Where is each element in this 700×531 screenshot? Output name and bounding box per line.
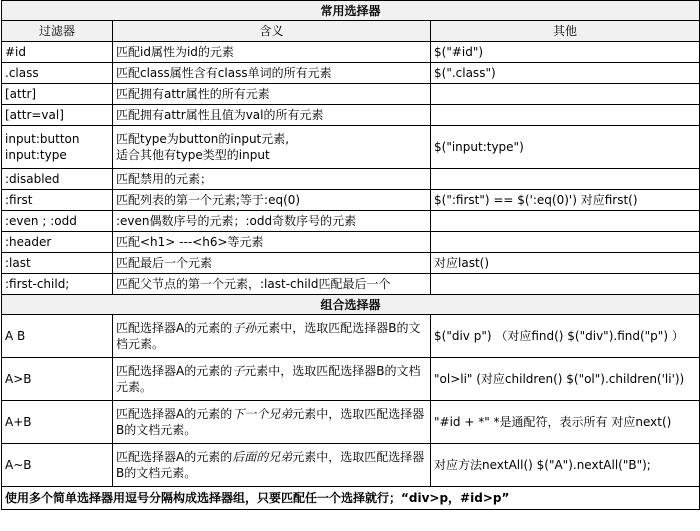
cell-other: [431, 169, 700, 190]
cell-filter: #id: [2, 42, 113, 63]
table-row: [2, 63, 700, 84]
cell-meaning: 匹配拥有attr属性的所有元素: [113, 84, 431, 105]
cell-meaning: 匹配<h1> ---<h6>等元素: [113, 232, 431, 253]
table-row: [2, 169, 700, 190]
meaning-text: 匹配选择器A的元素的: [116, 364, 233, 378]
cell-filter: :first: [2, 190, 113, 211]
meaning-text: 匹配选择器A的元素的: [116, 450, 233, 464]
meaning-text: 匹配选择器A的元素的: [116, 407, 233, 421]
cell-filter: A+B: [2, 401, 113, 444]
cell-filter: A>B: [2, 358, 113, 401]
meaning-emphasis: 子孙: [232, 321, 257, 335]
cell-meaning: 匹配id属性为id的元素: [113, 42, 431, 63]
cell-filter: [attr]: [2, 84, 113, 105]
table-row: [2, 315, 700, 358]
cell-filter: :header: [2, 232, 113, 253]
cell-filter: A~B: [2, 444, 113, 487]
cell-meaning: [113, 401, 431, 444]
table-row: [2, 42, 700, 63]
cell-filter: :even ; :odd: [2, 211, 113, 232]
meaning-emphasis: 下一个兄弟: [232, 407, 293, 421]
filter-line: input:type: [5, 148, 67, 162]
cell-other: $(".class"): [431, 63, 700, 84]
cell-filter: [2, 126, 113, 169]
cell-other: [431, 105, 700, 126]
table-row: [2, 444, 700, 487]
meaning-text: 元素中，选取匹配选择器B的文档元素。: [116, 407, 425, 437]
cell-meaning: 匹配列表的第一个元素;等于:eq(0): [113, 190, 431, 211]
footer-note: 使用多个简单选择器用逗号分隔构成选择器组，只要匹配任一个选择就行；“div>p，#id>p”: [2, 487, 700, 510]
cell-other: $("#id"): [431, 42, 700, 63]
section-title-combo: 组合选择器: [2, 295, 700, 315]
selector-table: [1, 0, 700, 510]
table-row: [2, 84, 700, 105]
table-row: [2, 401, 700, 444]
cell-other: 对应last(): [431, 253, 700, 274]
meaning-emphasis: 后面的兄弟: [232, 450, 293, 464]
cell-other: $("div p") （对应find() $("div").find("p") ）: [431, 315, 700, 358]
cell-other: [431, 84, 700, 105]
cell-meaning: 匹配最后一个元素: [113, 253, 431, 274]
cell-meaning: 匹配class属性含有class单词的所有元素: [113, 63, 431, 84]
meaning-emphasis: 子: [232, 364, 245, 378]
filter-line: input:button: [5, 132, 80, 146]
meaning-text: 匹配选择器A的元素的: [116, 321, 233, 335]
header-meaning: 含义: [113, 21, 431, 42]
cell-other: [431, 232, 700, 253]
cell-other: $("input:type"): [431, 126, 700, 169]
cell-meaning: [113, 358, 431, 401]
section-title-common: 常用选择器: [2, 1, 700, 21]
cell-other: "ol>li" (对应children() $("ol").children('li')): [431, 358, 700, 401]
cell-filter: A B: [2, 315, 113, 358]
table-row: [2, 211, 700, 232]
header-filter: 过滤器: [2, 21, 113, 42]
cell-meaning: 匹配拥有attr属性且值为val的所有元素: [113, 105, 431, 126]
cell-other: 对应方法nextAll() $("A").nextAll("B");: [431, 444, 700, 487]
cell-filter: :last: [2, 253, 113, 274]
table-row: [2, 274, 700, 295]
meaning-line: 匹配type为button的input元素,: [116, 132, 290, 146]
table-row: [2, 105, 700, 126]
cell-other: [431, 274, 700, 295]
cell-filter: :disabled: [2, 169, 113, 190]
cell-meaning: [113, 126, 431, 169]
table-row: [2, 358, 700, 401]
cell-meaning: 匹配禁用的元素；: [113, 169, 431, 190]
table-row: [2, 253, 700, 274]
cell-meaning: 匹配父节点的第一个元素，:last-child匹配最后一个: [113, 274, 431, 295]
table-row: [2, 232, 700, 253]
cell-filter: [attr=val]: [2, 105, 113, 126]
cell-filter: :first-child;: [2, 274, 113, 295]
cell-other: $(":first") == $(':eq(0)') 对应first(): [431, 190, 700, 211]
header-other: 其他: [431, 21, 700, 42]
meaning-text: 元素中，选取匹配选择器B的文档元素。: [116, 450, 425, 480]
table-row: [2, 126, 700, 169]
cell-other: "#id + *" *是通配符，表示所有 对应next(): [431, 401, 700, 444]
cell-meaning: [113, 315, 431, 358]
cell-filter: .class: [2, 63, 113, 84]
cell-meaning: :even偶数序号的元素；:odd奇数序号的元素: [113, 211, 431, 232]
cell-meaning: [113, 444, 431, 487]
cell-other: [431, 211, 700, 232]
meaning-text: 元素中，选取匹配选择器B的文档元素。: [116, 321, 421, 351]
meaning-line: 适合其他有type类型的input: [116, 148, 270, 162]
meaning-text: 元素中，选取匹配选择器B的文档元素。: [116, 364, 421, 394]
table-row: [2, 190, 700, 211]
